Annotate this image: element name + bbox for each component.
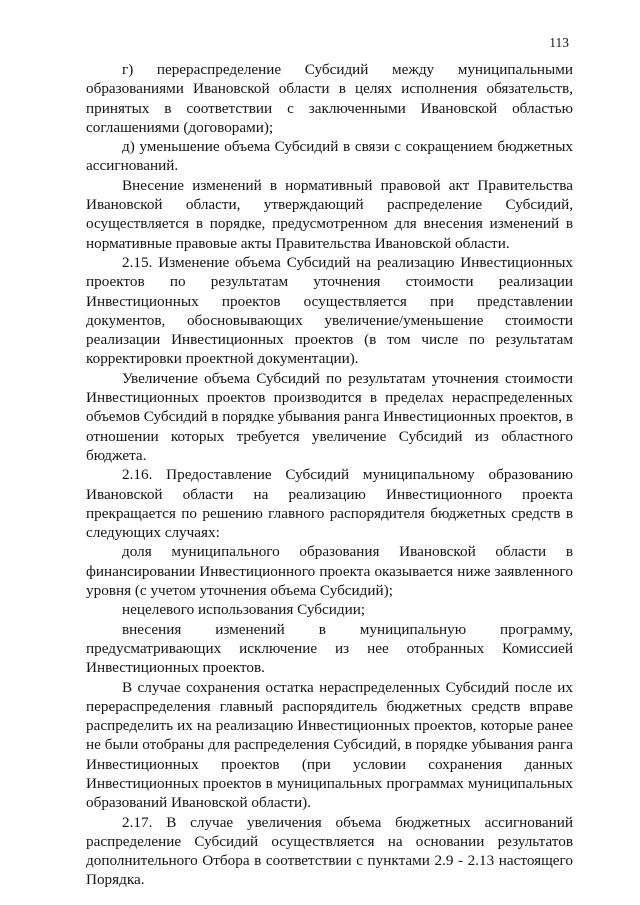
paragraph-2-17: 2.17. В случае увеличения объема бюджетных ассигнований распределение Субсидий осуществляется на основании результатов дополнительного Отбора в соответствии с пунктами 2.9 - 2.13 настоящего Порядка. bbox=[86, 813, 573, 889]
paragraph-subitem-g: г) перераспределение Субсидий между муниципальными образованиями Ивановской области в целях исполнения обязательств, принятых в соответствии с заключенными Ивановской областью соглашениями (договорами); bbox=[86, 61, 573, 136]
paragraph-amendments: Внесение изменений в нормативный правовой акт Правительства Ивановской области, утверждающий распределение Субсидий, осуществляется в порядке, предусмотренном для внесения изменений в нормативные правовые акты Правительства Ивановской области. bbox=[86, 176, 573, 252]
paragraph-remaining-subsidies: В случае сохранения остатка нераспределенных Субсидий после их перераспределения главный распорядитель бюджетных средств вправе распределить их на реализацию Инвестиционных проектов, которые ранее не были отобраны для распределения Субсидий, в порядке убывания ранга Инвестиционных проектов (при условии сохранения данных Инвестиционных проектов в муниципальных программах муниципальных образований Ивановской области). bbox=[86, 678, 573, 812]
paragraph-2-16: 2.16. Предоставление Субсидий муниципальному образованию Ивановской области на реализацию Инвестиционного проекта прекращается по решению главного распорядителя бюджетных средств в следующих случаях: bbox=[86, 466, 573, 542]
paragraph-case-misuse: нецелевого использования Субсидии; bbox=[122, 601, 366, 619]
paragraph-increase: Увеличение объема Субсидий по результатам уточнения стоимости Инвестиционных проектов производится в пределах нераспределенных объемов Субсидий в порядке убывания ранга Инвестиционных проектов, в отношении которых требуется увеличение Субсидий из областного бюджета. bbox=[86, 369, 573, 464]
paragraph-case-program-change: внесения изменений в муниципальную программу, предусматривающих исключение из нее отобранных Комиссией Инвестиционных проектов. bbox=[86, 620, 573, 677]
document-body bbox=[86, 60, 573, 890]
paragraph-2-15: 2.15. Изменение объема Субсидий на реализацию Инвестиционных проектов по результатам уточнения стоимости реализации Инвестиционных проектов осуществляется при представлении документов, обосновывающих увеличение/уменьшение стоимости реализации Инвестиционных проектов (в том числе по результатам корректировки проектной документации). bbox=[86, 253, 573, 368]
paragraph-subitem-d: д) уменьшение объема Субсидий в связи с сокращением бюджетных ассигнований. bbox=[86, 138, 573, 175]
page-number: 113 bbox=[549, 35, 569, 50]
paragraph-case-share: доля муниципального образования Ивановской области в финансировании Инвестиционного проекта оказывается ниже заявленного уровня (с учетом уточнения объема Субсидий); bbox=[86, 543, 573, 600]
